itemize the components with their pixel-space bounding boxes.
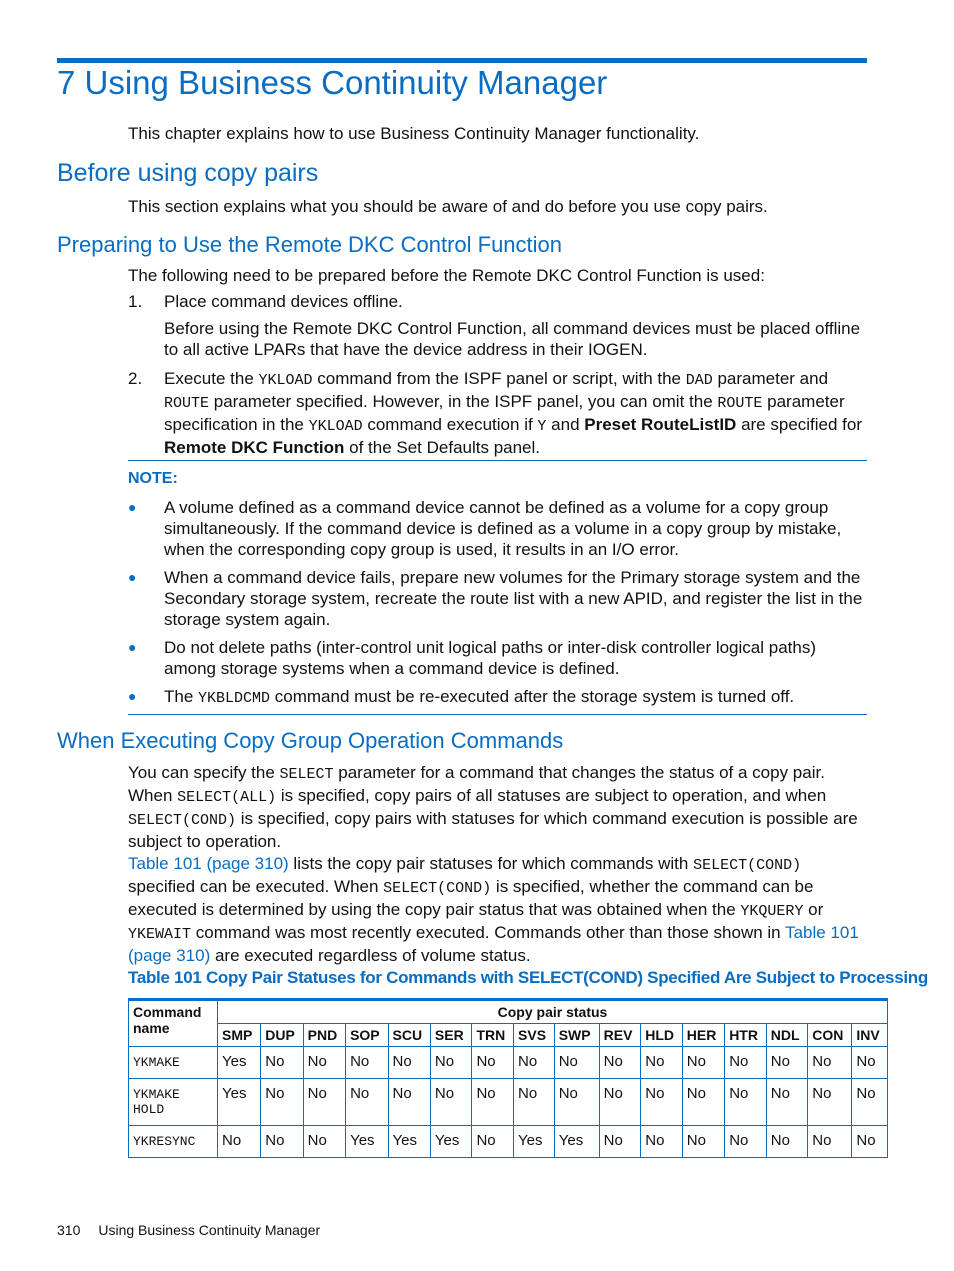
step-1-detail: Before using the Remote DKC Control Function, all command devices must be placed offline to all active LPARs that have the device address in their IOGEN. (164, 319, 861, 359)
table-row (129, 1047, 888, 1079)
status-header-svs: SVS (514, 1024, 555, 1047)
status-header-hld: HLD (641, 1024, 683, 1047)
status-value-cell: Yes (346, 1126, 388, 1158)
table-body (129, 1047, 888, 1158)
status-header-sop: SOP (346, 1024, 388, 1047)
status-header-trn: TRN (472, 1024, 514, 1047)
bullet-icon: ● (128, 569, 137, 585)
status-value-cell: No (261, 1047, 303, 1079)
note-bullet-4: The YKBLDCMD command must be re-executed after the storage system is turned off. (164, 687, 795, 707)
status-value-cell: No (682, 1047, 724, 1079)
status-value-cell: No (725, 1126, 767, 1158)
status-value-cell: No (472, 1079, 514, 1126)
step-2-number: 2. (128, 369, 143, 388)
status-header-ser: SER (430, 1024, 472, 1047)
status-value-cell: Yes (430, 1126, 472, 1158)
status-value-cell: No (514, 1079, 555, 1126)
step-1-text: Place command devices offline. (164, 292, 403, 311)
status-header-scu: SCU (388, 1024, 430, 1047)
status-value-cell: No (641, 1079, 683, 1126)
status-value-cell: No (554, 1047, 599, 1079)
note-bullet-1: A volume defined as a command device cannot be defined as a volume for a copy group simultaneously. If the command device is defined as a volume in a copy group by mistake, when the corresponding copy group is used, it results in an I/O error. (164, 498, 842, 559)
status-value-cell: No (641, 1126, 683, 1158)
note-top-rule (128, 460, 867, 461)
status-value-cell: No (430, 1079, 472, 1126)
command-name-cell: YKMAKE (129, 1047, 218, 1079)
status-value-cell: No (641, 1047, 683, 1079)
status-value-cell: No (303, 1079, 345, 1126)
status-value-cell: No (388, 1079, 430, 1126)
subsection-title-preparing: Preparing to Use the Remote DKC Control Function (57, 232, 563, 257)
status-value-cell: No (261, 1126, 303, 1158)
status-value-cell: No (766, 1079, 808, 1126)
status-value-cell: No (599, 1079, 641, 1126)
chapter-top-rule (57, 58, 867, 63)
command-name-cell: YKRESYNC (129, 1126, 218, 1158)
status-value-cell: No (682, 1079, 724, 1126)
status-value-cell: Yes (388, 1126, 430, 1158)
section-title-before-using-copy-pairs: Before using copy pairs (57, 159, 319, 187)
status-value-cell: No (472, 1126, 514, 1158)
note-label: NOTE: (128, 470, 178, 487)
status-header-con: CON (808, 1024, 852, 1047)
status-value-cell: No (388, 1047, 430, 1079)
status-value-cell: No (261, 1079, 303, 1126)
prepare-intro: The following need to be prepared before the Remote DKC Control Function is used: (128, 266, 765, 285)
status-value-cell: Yes (218, 1047, 261, 1079)
status-value-cell: No (430, 1047, 472, 1079)
status-header-ndl: NDL (766, 1024, 808, 1047)
status-value-cell: Yes (514, 1126, 555, 1158)
bullet-icon: ● (128, 639, 137, 655)
status-header-row (129, 1024, 888, 1047)
status-value-cell: No (725, 1079, 767, 1126)
bullet-icon: ● (128, 499, 137, 515)
status-value-cell: No (682, 1126, 724, 1158)
note-bottom-rule (128, 714, 867, 715)
status-value-cell: Yes (218, 1079, 261, 1126)
status-header-smp: SMP (218, 1024, 261, 1047)
status-value-cell: No (808, 1047, 852, 1079)
status-header-htr: HTR (725, 1024, 767, 1047)
status-value-cell: No (303, 1126, 345, 1158)
copy-pair-status-table (128, 998, 888, 1158)
status-value-cell: No (725, 1047, 767, 1079)
chapter-intro: This chapter explains how to use Business Continuity Manager functionality. (128, 124, 700, 143)
status-header-dup: DUP (261, 1024, 303, 1047)
status-value-cell: No (808, 1079, 852, 1126)
status-header-inv: INV (852, 1024, 888, 1047)
status-header-her: HER (682, 1024, 724, 1047)
status-value-cell: No (218, 1126, 261, 1158)
status-value-cell: No (766, 1047, 808, 1079)
table-101-link[interactable]: Table 101 (page 310) (128, 923, 859, 965)
running-title: Using Business Continuity Manager (98, 1222, 321, 1238)
table-101-link[interactable]: Table 101 (page 310) (128, 854, 289, 873)
table-caption: Table 101 Copy Pair Statuses for Commands with SELECT(COND) Specified Are Subject to Processing (128, 968, 928, 987)
bullet-icon: ● (128, 688, 137, 704)
status-value-cell: No (766, 1126, 808, 1158)
executing-paragraph-2: Table 101 (page 310) lists the copy pair statuses for which commands with SELECT(COND) specified can be executed. When SELECT(COND) is specified, whether the command can be executed is determined by using the copy pair status that was obtained when the YKQUERY or YKEWAIT command was most recently executed. Commands other than those shown in Table 101 (page 310) are executed regardless of volume status. (128, 854, 859, 965)
note-bullet-2: When a command device fails, prepare new volumes for the Primary storage system and the Secondary storage system, recreate the route list with a new APID, and register the list in the storage system again. (164, 568, 863, 629)
page-number: 310 (57, 1222, 81, 1238)
header-command-name: Command name (129, 1000, 218, 1047)
status-value-cell: Yes (554, 1126, 599, 1158)
status-header-rev: REV (599, 1024, 641, 1047)
section-intro-before: This section explains what you should be aware of and do before you use copy pairs. (128, 197, 768, 216)
status-value-cell: No (599, 1047, 641, 1079)
status-value-cell: No (472, 1047, 514, 1079)
status-value-cell: No (346, 1079, 388, 1126)
subsection-title-executing: When Executing Copy Group Operation Commands (57, 728, 564, 753)
chapter-title: 7 Using Business Continuity Manager (57, 64, 608, 101)
page-footer (57, 1222, 320, 1238)
executing-paragraph-1: You can specify the SELECT parameter for a command that changes the status of a copy pair. When SELECT(ALL) is specified, copy pairs of all statuses are subject to operation, and when SELECT(COND) is specified, copy pairs with statuses for which command execution is possible are subject to operation. (128, 763, 858, 851)
status-value-cell: No (346, 1047, 388, 1079)
status-value-cell: No (303, 1047, 345, 1079)
header-copy-pair-status: Copy pair status (218, 1000, 888, 1024)
status-header-pnd: PND (303, 1024, 345, 1047)
status-value-cell: No (852, 1047, 888, 1079)
step-1-number: 1. (128, 292, 143, 311)
status-value-cell: No (514, 1047, 555, 1079)
note-bullet-3: Do not delete paths (inter-control unit logical paths or inter-disk controller logical paths) among storage systems when a command device is defined. (164, 638, 816, 678)
status-value-cell: No (808, 1126, 852, 1158)
table-row (129, 1079, 888, 1126)
step-2-text: Execute the YKLOAD command from the ISPF panel or script, with the DAD parameter and ROUTE parameter specified. However, in the ISPF panel, you can omit the ROUTE parameter specification in the YKLOAD command execution if Y and Preset RouteListID are specified for Remote DKC Function of the Set Defaults panel. (164, 369, 863, 457)
status-value-cell: No (554, 1079, 599, 1126)
status-value-cell: No (599, 1126, 641, 1158)
table-row (129, 1126, 888, 1158)
status-header-swp: SWP (554, 1024, 599, 1047)
command-name-cell: YKMAKE HOLD (129, 1079, 218, 1126)
status-value-cell: No (852, 1126, 888, 1158)
status-value-cell: No (852, 1079, 888, 1126)
